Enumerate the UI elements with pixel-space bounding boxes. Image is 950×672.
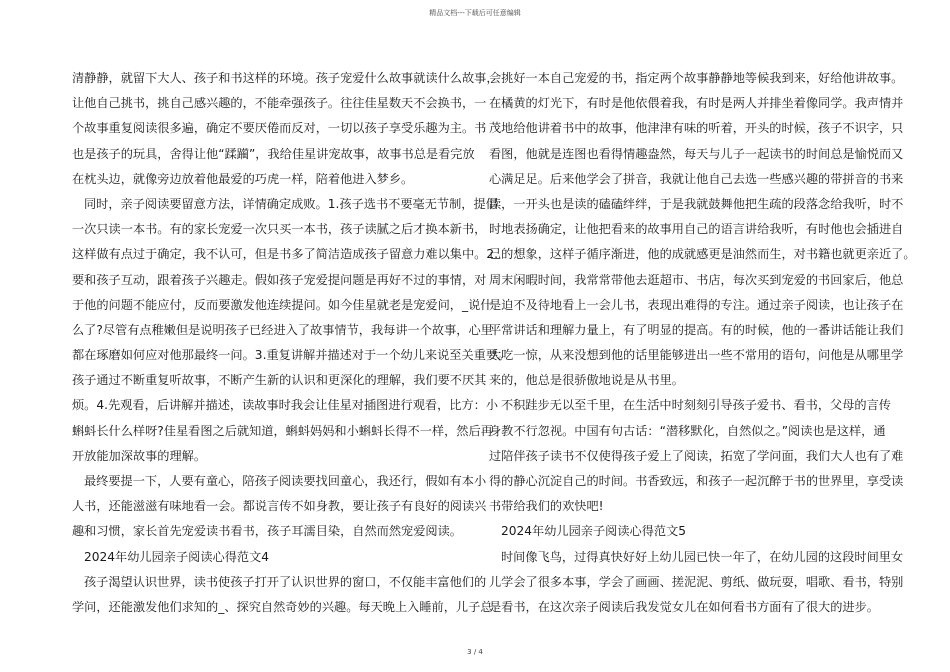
text-line: 也是孩子的玩具，舍得让他“蹂躏”，我给佳星讲宠故事，故事书总是看完放 bbox=[72, 146, 475, 161]
text-line: 开放能加深故事的理解。 bbox=[72, 448, 207, 463]
text-line: 己的想象，这样子循序渐进，他的成就感更是油然而生，对书籍也就更亲近了。 bbox=[489, 247, 916, 262]
text-line: 要和孩子互动，跟着孩子兴趣走。假如孩子宠爱提问题是再好不过的事情，对 bbox=[72, 272, 487, 287]
text-line: 是迫不及待地看上一会儿书，表现出难得的专注。通过亲子阅读，也让孩子在 bbox=[489, 297, 904, 312]
text-line: 儿学会了很多本事，学会了画画、搓泥泥、剪纸、做玩耍，唱歌、看书，特别 bbox=[489, 574, 904, 589]
text-line: 大吃一惊，从来没想到他的话里能够进出一些不常用的语句，问他是从哪里学 bbox=[489, 348, 904, 363]
text-line: 心满足足。后来他学会了拼音，我就让他自己去选一些感兴趣的带拼音的书来 bbox=[489, 171, 904, 186]
text-line: 身教不行忽视。中国有句古话：“潜移默化，自然似之。”阅读也是这样，通 bbox=[489, 423, 886, 438]
section-heading: 2024年幼儿园亲子阅读心得范文5 bbox=[501, 524, 687, 539]
text-line: 趣和习惯，家长首先宠爱读书看书，孩子耳濡目染，自然而然宠爱阅读。 bbox=[72, 524, 462, 539]
page-number: 3 / 4 bbox=[467, 648, 483, 656]
text-line: 平常讲话和理解力量上，有了明显的提高。有的时候，他的一番讲话能让我们 bbox=[489, 322, 904, 337]
text-line: 孩子通过不断重复听故事，不断产生新的认识和更深化的理解，我们要不厌其 bbox=[72, 373, 487, 388]
text-line: 一次只读一本书。有的家长宠爱一次只买一本书，孩子读腻之后才换本新书， bbox=[72, 222, 487, 237]
text-line: 么了?尽管有点稚嫩但是说明孩子已经进入了故事情节，我每讲一个故事，心里 bbox=[72, 322, 493, 337]
text-line: 在枕头边，就像旁边放着他最爱的巧虎一样，陪着他进入梦乡。 bbox=[72, 171, 414, 186]
text-line: 过陪伴孩子读书不仅使得孩子爱上了阅读，拓宽了学问面，我们大人也有了难 bbox=[489, 448, 904, 463]
text-line: 学问，还能激发他们求知的_、探究自然奇妙的兴趣。每天晚上入睡前，儿子总 bbox=[72, 599, 493, 614]
text-line: 时间像飞鸟，过得真快好好上幼儿园已快一年了，在幼儿园的这段时间里女 bbox=[501, 549, 904, 564]
text-line: 烦。4.先观看，后讲解并描述，读故事时我会让佳星对插图进行观看，比方：小 bbox=[72, 398, 499, 413]
text-line: 人书，还能滋滋有味地看一会。都说言传不如身教，要让孩子有良好的阅读兴 bbox=[72, 499, 487, 514]
text-line: 是看书，在这次亲子阅读后我发觉女儿在如何看书方面有了很大的进步。 bbox=[489, 599, 879, 614]
text-line: 于他的问题不能应付，反而要激发他连续提问。如今佳星就老是宠爱问，_说什 bbox=[72, 297, 493, 312]
text-line: 书带给我们的欢快吧! bbox=[489, 499, 604, 514]
text-line: 看图，他就是连图也看得情趣盎然，每天与儿子一起读书的时间总是愉悦而又 bbox=[489, 146, 904, 161]
right-column bbox=[489, 66, 916, 620]
text-line: 清静静，就留下大人、孩子和书这样的环境。孩子宠爱什么故事就读什么故事， bbox=[72, 71, 499, 85]
text-line: 同时，亲子阅读要留意方法，详情确定成败。1.孩子选书不要毫无节制，提倡 bbox=[84, 196, 498, 211]
text-line: 读，一开头也是读的磕磕绊绊，于是我就鼓舞他把生疏的段落念给我听，时不 bbox=[489, 196, 904, 211]
left-column bbox=[72, 66, 511, 620]
text-line: 得的静心沉淀自己的时间。书香致远，和孩子一起沉醉于书的世界里，享受读 bbox=[489, 474, 904, 488]
text-line: 时地表扬确定，让他把看来的故事用自己的语言讲给我听，有时他也会插进自 bbox=[489, 222, 904, 237]
text-line: 茂地给他讲着书中的故事，他津津有味的听着，开头的时候，孩子不识字，只 bbox=[489, 121, 904, 136]
text-line: 周末闲暇时间，我常常带他去逛超市、书店，每次买到宠爱的书回家后，他总 bbox=[489, 272, 904, 287]
text-line: 会挑好一本自己宠爱的书，指定两个故事静静地等候我到来，好给他讲故事。 bbox=[489, 71, 904, 85]
text-line: 让他自己挑书，挑自己感兴趣的，不能牵强孩子。往往佳星数天不会换书，一 bbox=[72, 96, 487, 111]
text-line: 这样做有点过于确定，我不认可，但是书多了简洁造成孩子留意力难以集中。2. bbox=[72, 247, 499, 262]
text-line: 最终要提一下，人要有童心，陪孩子阅读要找回童心，我还行，假如有本小 bbox=[84, 474, 487, 488]
text-line: 都在琢磨如何应对他那最终一问。3.重复讲解并描述对于一个幼儿来说至关重要。 bbox=[72, 348, 511, 363]
text-line: 孩子渴望认识世界，读书使孩子打开了认识世界的窗口，不仅能丰富他们的 bbox=[84, 574, 487, 589]
text-line: 蝌蚪长什么样呀?佳星看图之后就知道，蝌蚪妈妈和小蝌蚪长得不一样，然后再 bbox=[72, 423, 493, 438]
text-line: 来的，他总是很骄傲地说是从书里。 bbox=[489, 373, 684, 388]
page-header: 精品文档---下载后可任意编辑 bbox=[429, 9, 521, 17]
section-heading: 2024年幼儿园亲子阅读心得范文4 bbox=[84, 549, 270, 564]
text-line: 在橘黄的灯光下，有时是他依偎着我，有时是两人并排坐着像同学。我声情并 bbox=[489, 96, 904, 111]
text-line: 不积跬步无以至千里，在生活中时刻刻引导孩子爱书、看书，父母的言传 bbox=[501, 398, 891, 413]
text-line: 个故事重复阅读很多遍，确定不要厌倦而反对，一切以孩子享受乐趣为主。书 bbox=[72, 121, 487, 136]
